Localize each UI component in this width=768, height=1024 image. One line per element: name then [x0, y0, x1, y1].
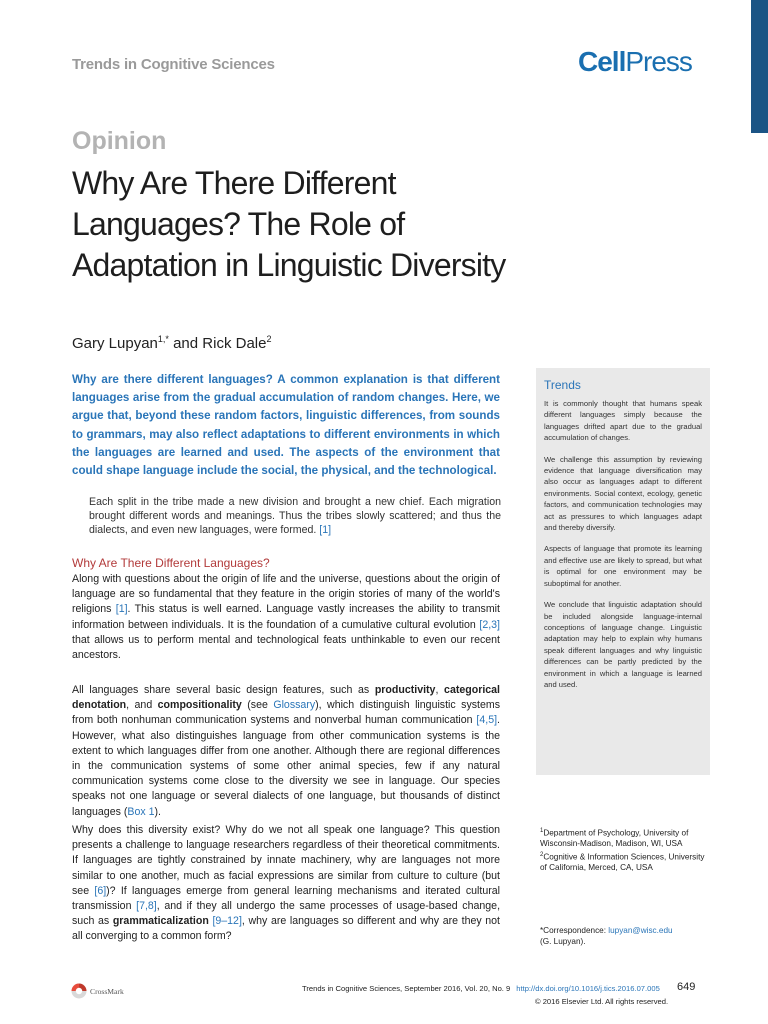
section-heading: Why Are There Different Languages?	[72, 556, 270, 570]
correspondence	[540, 925, 712, 947]
affiliations	[540, 826, 712, 874]
body-paragraph	[72, 823, 500, 945]
epigraph-quote	[89, 495, 501, 537]
author-name: Gary Lupyan	[72, 335, 158, 352]
paragraph-text: . However, what also distinguishes language from other communication systems is the extent to which languages differ from one another. Although there are regional differences in the communication systems of some other animal species, few if any natural communication systems come close to the diversity we see in language. Our species speaks not one language or several dialects of one language, but thousands of distinct languages (	[72, 714, 500, 818]
paragraph-text: , and	[126, 699, 158, 712]
affiliation-mark: 1	[540, 828, 544, 834]
affiliation	[540, 826, 712, 850]
page-edge-tab	[751, 0, 768, 133]
doi-link[interactable]: http://dx.doi.org/10.1016/j.tics.2016.07.005	[516, 984, 660, 993]
correspondence-name: (G. Lupyan).	[540, 937, 586, 946]
trends-box	[536, 368, 710, 775]
correspondence-label: *Correspondence:	[540, 926, 609, 935]
trends-paragraph: It is commonly thought that humans speak different languages simply because the languages drifted apart due to the gradual accumulation of changes.	[544, 399, 702, 443]
citation-link[interactable]: [2,3]	[479, 618, 500, 631]
article-title: Why Are There Different Languages? The Role of Adaptation in Linguistic Diversity	[72, 165, 506, 283]
citation-link[interactable]: [6]	[94, 884, 107, 897]
logo-press-text: Press	[625, 46, 692, 77]
paragraph-text: ).	[154, 805, 161, 818]
author-joiner: and	[173, 335, 199, 352]
paragraph-text: (see	[241, 699, 274, 712]
glossary-term: categorical denotation	[72, 684, 500, 712]
trends-paragraph: We challenge this assumption by reviewing evidence that language diversification may also occur as languages adapt to different environments. Social context, ecology, genetic factors, and communication technologies may act as pressures to which languages adapt and thereby diversify.	[544, 454, 702, 533]
page-number: 649	[677, 981, 696, 993]
citation-link[interactable]: Glossary	[273, 699, 316, 712]
citation-link[interactable]: [7,8]	[136, 900, 157, 913]
glossary-term: productivity	[374, 684, 436, 696]
journal-citation: Trends in Cognitive Sciences, September 2016, Vol. 20, No. 9	[302, 984, 511, 993]
affiliation-text: Department of Psychology, University of Wisconsin-Madison, Madison, WI, USA	[540, 828, 689, 849]
footer-citation	[302, 984, 660, 993]
affiliation	[540, 850, 712, 874]
affiliation-mark: 2	[540, 851, 544, 858]
author-name: Rick Dale	[202, 335, 267, 352]
author-affiliation-mark: 2	[266, 334, 272, 344]
paragraph-text: Why does this diversity exist? Why do we not all speak one language? This question presents a challenge to language researchers regardless of their theoretical commitments. If languages are tightly constrained by innate machinery, why are languages not more similar to one another, much as facial expressions are similar from culture to culture (but see	[72, 824, 500, 897]
crossmark-icon	[71, 983, 87, 999]
trends-paragraph: We conclude that linguistic adaptation should be included alongside language-internal conceptions of language change. Linguistic adaptation may help to explain why humans speak different languages and why linguistic differences can be partly predicted by the environment in which a language is learned and used.	[544, 600, 702, 689]
paragraph-text: , and if they all undergo the same processes of usage-based change, such as	[72, 900, 501, 928]
trends-paragraph: Aspects of language that promote its learning and effective use are likely to spread, but what is optimal for one environment may be suboptimal for another.	[544, 544, 702, 588]
paragraph-text: ,	[435, 684, 445, 696]
paragraph-text: All languages share several basic design features, such as	[72, 684, 375, 696]
epigraph-text: Each split in the tribe made a new division and brought a new chief. Each migration brought different words and meanings. Thus the tribes slowly scattered; and thus the dialects, and even new languages, were formed.	[89, 496, 501, 536]
paragraph-text: . This status is well earned. Language vastly increases the ability to transmit information between individuals. It is the foundation of a cumulative cultural evolution	[72, 603, 500, 631]
abstract: Why are there different languages? A common explanation is that different languages arise from the gradual accumulation of random changes. Here, we argue that, beyond these random factors, linguistic differences, from sounds to grammars, may also reflect adaptations to different environments in which the languages are learned and used. The aspects of the environment that could shape language include the social, the physical, and the technological.	[72, 373, 500, 478]
affiliation-text: Cognitive & Information Sciences, University of California, Merced, CA, USA	[540, 852, 705, 873]
citation-link[interactable]: Box 1	[127, 805, 155, 818]
body-paragraph	[72, 572, 500, 663]
glossary-term: grammaticalization	[112, 915, 209, 928]
copyright: © 2016 Elsevier Ltd. All rights reserved.	[535, 997, 669, 1006]
article-type: Opinion	[72, 127, 167, 155]
crossmark-label: CrossMark	[90, 986, 124, 996]
citation-link[interactable]: [1]	[319, 524, 332, 536]
author-list	[72, 334, 271, 352]
paragraph-text: )? If languages emerge from general learning mechanisms and iterated cultural transmission	[72, 884, 500, 913]
author-affiliation-mark: 1,*	[157, 334, 169, 344]
body-paragraph	[72, 683, 500, 820]
citation-link[interactable]: [1]	[115, 603, 128, 616]
paragraph-text: ), which distinguish linguistic systems from both nonhuman communication systems and nonverbal human communication	[72, 699, 500, 727]
journal-name: Trends in Cognitive Sciences	[72, 56, 275, 73]
crossmark-badge[interactable]	[71, 983, 124, 999]
paragraph-text: that allows us to perform mental and technological feats unthinkable to even our recent ancestors.	[72, 633, 500, 662]
trends-title: Trends	[544, 378, 581, 392]
cellpress-logo	[578, 48, 692, 76]
logo-cell-text: Cell	[578, 46, 626, 77]
citation-link[interactable]: [4,5]	[476, 714, 498, 727]
glossary-term: compositionality	[157, 699, 242, 712]
paragraph-text: Along with questions about the origin of life and the universe, questions about the origin of language are so fundamental that they feature in the origin stories of many of the world's religions	[72, 573, 500, 616]
paragraph-text: , why are languages so different and why are they not all converging to a common form?	[72, 915, 501, 943]
email-link[interactable]: lupyan@wisc.edu	[608, 926, 673, 935]
citation-link[interactable]: [9–12]	[212, 915, 242, 928]
